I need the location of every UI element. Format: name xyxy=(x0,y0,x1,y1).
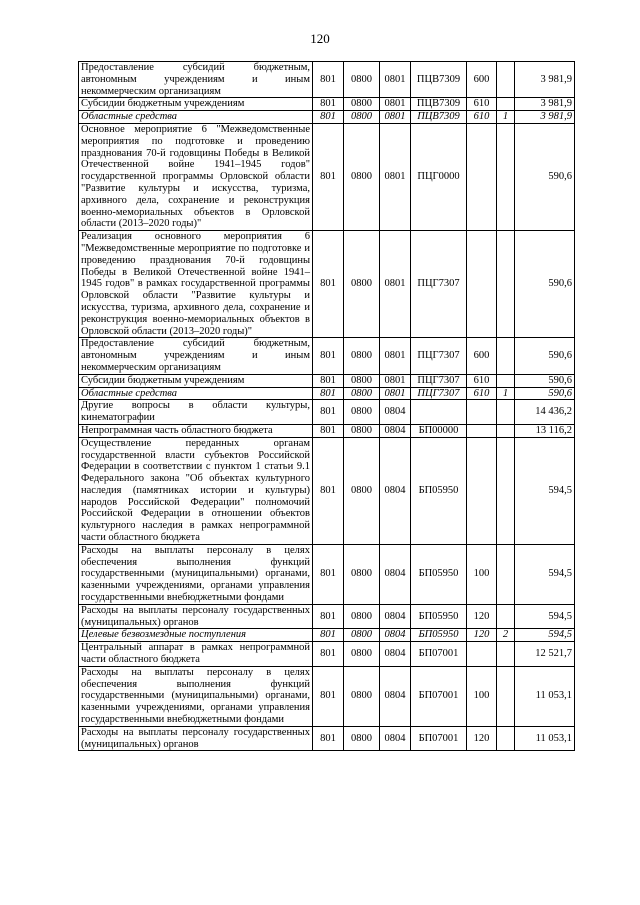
funding-source-cell: 1 xyxy=(497,111,515,124)
target-article-cell: БП05950 xyxy=(411,604,467,629)
target-article-cell: БП00000 xyxy=(411,424,467,437)
funding-source-cell xyxy=(497,666,515,726)
expense-type-cell xyxy=(467,231,497,338)
subsection-code-cell: 0801 xyxy=(380,123,411,230)
funding-source-cell xyxy=(497,374,515,387)
table-row xyxy=(79,123,575,230)
department-code-cell: 801 xyxy=(313,666,344,726)
funding-source-cell xyxy=(497,123,515,230)
amount-cell: 590,6 xyxy=(515,338,575,374)
subsection-code-cell: 0804 xyxy=(380,726,411,751)
section-code-cell: 0800 xyxy=(344,374,380,387)
funding-source-cell xyxy=(497,62,515,98)
amount-cell: 594,5 xyxy=(515,629,575,642)
target-article-cell: ПЦГ7307 xyxy=(411,338,467,374)
section-code-cell: 0800 xyxy=(344,123,380,230)
subsection-code-cell: 0801 xyxy=(380,387,411,400)
target-article-cell: БП07001 xyxy=(411,642,467,667)
expense-name-cell: Предоставление субсидий бюджетным, автономным учреждениям и иным некоммерческим организациям xyxy=(79,338,313,374)
expense-type-cell xyxy=(467,424,497,437)
target-article-cell: ПЦГ0000 xyxy=(411,123,467,230)
department-code-cell: 801 xyxy=(313,98,344,111)
target-article-cell: ПЦГ7307 xyxy=(411,231,467,338)
target-article-cell: БП05950 xyxy=(411,437,467,544)
expense-type-cell: 610 xyxy=(467,111,497,124)
department-code-cell: 801 xyxy=(313,400,344,425)
table-row xyxy=(79,231,575,338)
expense-type-cell xyxy=(467,123,497,230)
department-code-cell: 801 xyxy=(313,544,344,604)
funding-source-cell xyxy=(497,231,515,338)
funding-source-cell xyxy=(497,424,515,437)
section-code-cell: 0800 xyxy=(344,98,380,111)
amount-cell: 594,5 xyxy=(515,544,575,604)
target-article-cell xyxy=(411,400,467,425)
funding-source-cell xyxy=(497,98,515,111)
target-article-cell: БП05950 xyxy=(411,544,467,604)
expense-type-cell xyxy=(467,437,497,544)
amount-cell: 3 981,9 xyxy=(515,111,575,124)
expense-name-cell: Субсидии бюджетным учреждениям xyxy=(79,98,313,111)
amount-cell: 14 436,2 xyxy=(515,400,575,425)
funding-source-cell xyxy=(497,726,515,751)
page-number: 120 xyxy=(310,31,330,46)
table-row xyxy=(79,387,575,400)
section-code-cell: 0800 xyxy=(344,437,380,544)
expense-type-cell: 610 xyxy=(467,387,497,400)
subsection-code-cell: 0804 xyxy=(380,424,411,437)
expense-type-cell: 600 xyxy=(467,62,497,98)
funding-source-cell xyxy=(497,400,515,425)
amount-cell: 11 053,1 xyxy=(515,726,575,751)
table-row xyxy=(79,437,575,544)
target-article-cell: ПЦГ7307 xyxy=(411,387,467,400)
expense-name-cell: Расходы на выплаты персоналу в целях обеспечения выполнения функций государственными (муниципальными) органами, казенными учреждениями, органами управления государственными внебюджетными фондами xyxy=(79,666,313,726)
expense-type-cell xyxy=(467,642,497,667)
target-article-cell: ПЦВ7309 xyxy=(411,111,467,124)
department-code-cell: 801 xyxy=(313,123,344,230)
department-code-cell: 801 xyxy=(313,629,344,642)
section-code-cell: 0800 xyxy=(344,544,380,604)
funding-source-cell xyxy=(497,338,515,374)
department-code-cell: 801 xyxy=(313,437,344,544)
subsection-code-cell: 0801 xyxy=(380,98,411,111)
expense-name-cell: Расходы на выплаты персоналу государственных (муниципальных) органов xyxy=(79,726,313,751)
expense-type-cell: 120 xyxy=(467,604,497,629)
amount-cell: 590,6 xyxy=(515,231,575,338)
expense-name-cell: Другие вопросы в области культуры, кинематографии xyxy=(79,400,313,425)
subsection-code-cell: 0804 xyxy=(380,629,411,642)
amount-cell: 590,6 xyxy=(515,374,575,387)
target-article-cell: ПЦВ7309 xyxy=(411,98,467,111)
expense-type-cell: 600 xyxy=(467,338,497,374)
table-row xyxy=(79,374,575,387)
subsection-code-cell: 0804 xyxy=(380,400,411,425)
expense-name-cell: Основное мероприятие 6 "Межведомственные мероприятия по подготовке и проведению празднования 70-й годовщины Победы в Великой Отечественной войне 1941–1945 годов" государственной программы Орловской области "Развитие культуры и искусства, туризма, архивного дела, сохранение и реконструкция военно-мемориальных объектов в Орловской области (2013–2020 годы)" xyxy=(79,123,313,230)
subsection-code-cell: 0801 xyxy=(380,338,411,374)
section-code-cell: 0800 xyxy=(344,726,380,751)
amount-cell: 13 116,2 xyxy=(515,424,575,437)
target-article-cell: БП07001 xyxy=(411,666,467,726)
department-code-cell: 801 xyxy=(313,387,344,400)
expense-type-cell: 610 xyxy=(467,98,497,111)
table-body xyxy=(79,62,575,751)
table-row xyxy=(79,338,575,374)
table-row xyxy=(79,111,575,124)
subsection-code-cell: 0804 xyxy=(380,544,411,604)
subsection-code-cell: 0804 xyxy=(380,666,411,726)
section-code-cell: 0800 xyxy=(344,666,380,726)
funding-source-cell xyxy=(497,437,515,544)
amount-cell: 12 521,7 xyxy=(515,642,575,667)
table-row xyxy=(79,400,575,425)
department-code-cell: 801 xyxy=(313,374,344,387)
table-row xyxy=(79,642,575,667)
funding-source-cell xyxy=(497,544,515,604)
expense-type-cell: 100 xyxy=(467,544,497,604)
table-row xyxy=(79,604,575,629)
target-article-cell: ПЦВ7309 xyxy=(411,62,467,98)
amount-cell: 590,6 xyxy=(515,387,575,400)
section-code-cell: 0800 xyxy=(344,111,380,124)
table-row xyxy=(79,62,575,98)
expense-type-cell: 610 xyxy=(467,374,497,387)
expense-name-cell: Реализация основного мероприятия 6 "Межведомственные мероприятие по подготовке и проведению празднования 70-й годовщины Победы в Великой Отечественной войне 1941–1945 годов" в рамках государственной программы Орловской области "Развитие культуры и искусства, туризма, архивного дела, сохранение и реконструкция военно-мемориальных объектов в Орловской области (2013–2020 годы)" xyxy=(79,231,313,338)
target-article-cell: БП05950 xyxy=(411,629,467,642)
amount-cell: 11 053,1 xyxy=(515,666,575,726)
subsection-code-cell: 0801 xyxy=(380,111,411,124)
section-code-cell: 0800 xyxy=(344,387,380,400)
amount-cell: 3 981,9 xyxy=(515,62,575,98)
table-row xyxy=(79,544,575,604)
expense-type-cell: 120 xyxy=(467,629,497,642)
section-code-cell: 0800 xyxy=(344,604,380,629)
section-code-cell: 0800 xyxy=(344,400,380,425)
department-code-cell: 801 xyxy=(313,338,344,374)
section-code-cell: 0800 xyxy=(344,231,380,338)
department-code-cell: 801 xyxy=(313,62,344,98)
expense-type-cell: 120 xyxy=(467,726,497,751)
funding-source-cell: 1 xyxy=(497,387,515,400)
funding-source-cell xyxy=(497,604,515,629)
subsection-code-cell: 0804 xyxy=(380,437,411,544)
expense-type-cell xyxy=(467,400,497,425)
expense-name-cell: Целевые безвозмездные поступления xyxy=(79,629,313,642)
expense-name-cell: Областные средства xyxy=(79,387,313,400)
target-article-cell: ПЦГ7307 xyxy=(411,374,467,387)
section-code-cell: 0800 xyxy=(344,642,380,667)
expense-name-cell: Субсидии бюджетным учреждениям xyxy=(79,374,313,387)
subsection-code-cell: 0801 xyxy=(380,62,411,98)
funding-source-cell xyxy=(497,642,515,667)
department-code-cell: 801 xyxy=(313,111,344,124)
section-code-cell: 0800 xyxy=(344,62,380,98)
expense-name-cell: Расходы на выплаты персоналу в целях обеспечения выполнения функций государственными (муниципальными) органами, казенными учреждениями, органами управления государственными внебюджетными фондами xyxy=(79,544,313,604)
amount-cell: 594,5 xyxy=(515,604,575,629)
amount-cell: 3 981,9 xyxy=(515,98,575,111)
expense-name-cell: Осуществление переданных органам государственной власти субъектов Российской Федерации в соответствии с пунктом 1 статьи 9.1 Федерального закона "Об объектах культурного наследия (памятниках истории и культуры) народов Российской Федерации" полномочий Российской Федерации в отношении объектов культурного наследия в рамках непрограммной части областного бюджета xyxy=(79,437,313,544)
department-code-cell: 801 xyxy=(313,726,344,751)
amount-cell: 590,6 xyxy=(515,123,575,230)
department-code-cell: 801 xyxy=(313,642,344,667)
section-code-cell: 0800 xyxy=(344,424,380,437)
expense-name-cell: Центральный аппарат в рамках непрограммной части областного бюджета xyxy=(79,642,313,667)
department-code-cell: 801 xyxy=(313,424,344,437)
table-row xyxy=(79,629,575,642)
funding-source-cell: 2 xyxy=(497,629,515,642)
expense-name-cell: Областные средства xyxy=(79,111,313,124)
department-code-cell: 801 xyxy=(313,231,344,338)
table-row xyxy=(79,424,575,437)
subsection-code-cell: 0804 xyxy=(380,604,411,629)
subsection-code-cell: 0804 xyxy=(380,642,411,667)
section-code-cell: 0800 xyxy=(344,338,380,374)
amount-cell: 594,5 xyxy=(515,437,575,544)
target-article-cell: БП07001 xyxy=(411,726,467,751)
expense-name-cell: Предоставление субсидий бюджетным, автономным учреждениям и иным некоммерческим организациям xyxy=(79,62,313,98)
subsection-code-cell: 0801 xyxy=(380,231,411,338)
section-code-cell: 0800 xyxy=(344,629,380,642)
expense-name-cell: Расходы на выплаты персоналу государственных (муниципальных) органов xyxy=(79,604,313,629)
expense-type-cell: 100 xyxy=(467,666,497,726)
budget-table xyxy=(78,61,575,751)
department-code-cell: 801 xyxy=(313,604,344,629)
subsection-code-cell: 0801 xyxy=(380,374,411,387)
table-row xyxy=(79,666,575,726)
expense-name-cell: Непрограммная часть областного бюджета xyxy=(79,424,313,437)
table-row xyxy=(79,98,575,111)
table-row xyxy=(79,726,575,751)
